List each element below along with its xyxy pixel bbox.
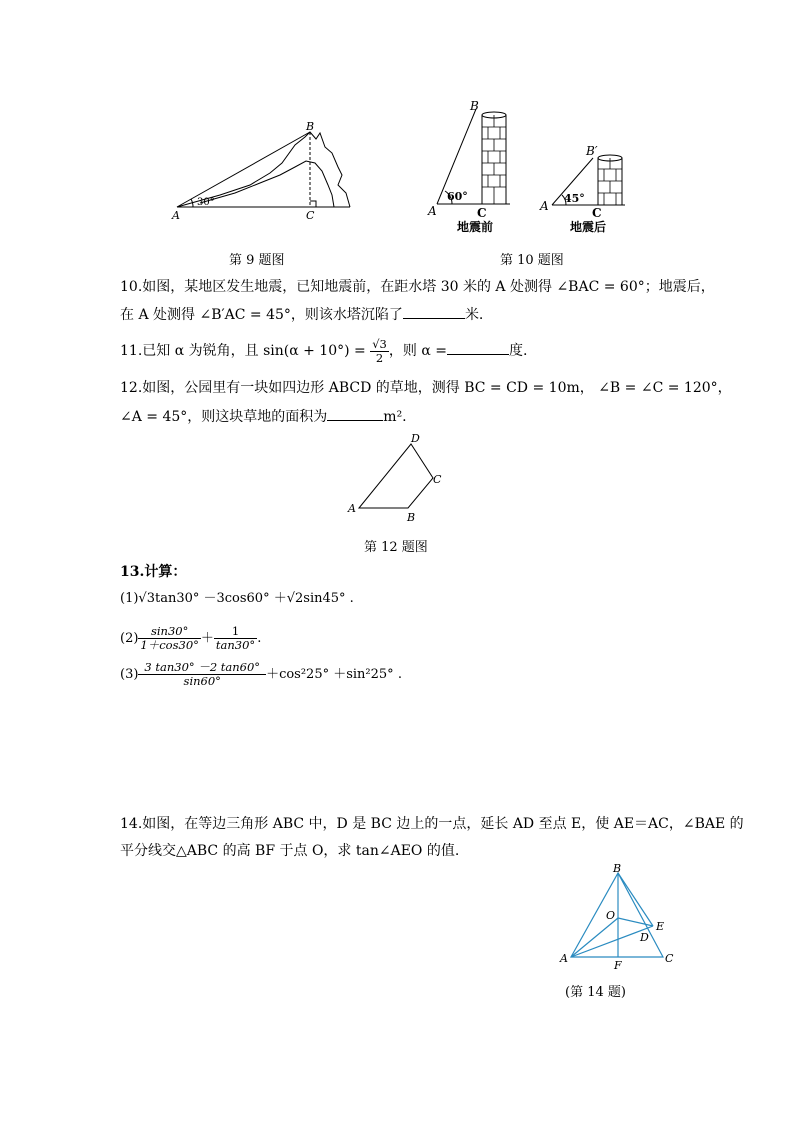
fig14-caption: (第 14 题) (565, 985, 626, 1000)
q11-line (120, 336, 527, 366)
figure-12 (340, 432, 450, 527)
fig10-label-b1: B (470, 99, 479, 113)
q13-p2-fraction2 (214, 625, 257, 652)
q13-part2 (120, 622, 261, 656)
fig14-label-f: F (614, 959, 622, 970)
q13-title: 13.计算： (120, 564, 187, 580)
fig9-label-a: A (172, 209, 180, 222)
figure-10 (420, 95, 650, 240)
fig14-label-b: B (613, 862, 622, 875)
q13-p2-label: (2) (120, 631, 139, 646)
fig10-label-c1: C (477, 206, 487, 220)
q13-p3-rest: ＋cos²25° ＋sin²25° . (266, 667, 402, 682)
fig12-label-c: C (433, 473, 442, 486)
q13-part3 (120, 658, 402, 692)
q14-line2: 平分线交△ABC 的高 BF 于点 O，求 tan∠AEO 的值. (120, 843, 460, 859)
fig10-label-c2: C (592, 206, 602, 220)
fig12-caption: 第 12 题图 (364, 540, 428, 555)
q13-p3-label: (3) (120, 667, 139, 682)
figure-14 (555, 860, 685, 970)
q13-p2-fraction1 (138, 625, 200, 652)
fig9-right-angle (310, 201, 316, 207)
q12-line2 (120, 406, 407, 426)
fig10-label-a2: A (540, 199, 549, 213)
q11-pre: 11.已知 α 为锐角，且 sin(α + 10°) = (120, 343, 366, 359)
q11-post: 度. (508, 343, 528, 359)
fig9-label-angle: 30° (197, 197, 215, 208)
q13-p3-f-num: 3 tan30° －2 tan60° (138, 661, 266, 675)
q11-fraction (370, 338, 389, 365)
q14-line1: 14.如图，在等边三角形 ABC 中，D 是 BC 边上的一点，延长 AD 至点 E，使 AE＝AC，∠BAE 的 (120, 816, 744, 832)
fig10-label-b2: B′ (586, 144, 598, 158)
fig14-line-ao (571, 918, 618, 957)
fig14-label-a: A (560, 952, 568, 965)
fig9-caption: 第 9 题图 (229, 253, 285, 268)
fig10-label-before: 地震前 (457, 220, 494, 234)
q13-p2-f1-num: sin30° (138, 625, 200, 639)
fig9-label-b: B (306, 120, 315, 133)
q11-answer-blank[interactable] (447, 340, 509, 355)
q13-p3-f-den: sin60° (183, 674, 221, 688)
q10-answer-blank[interactable] (403, 304, 465, 319)
q10-line1: 10.如图，某地区发生地震，已知地震前，在距水塔 30 米的 A 处测得 ∠BAC = 60°；地震后， (120, 279, 715, 295)
fig14-line-be (618, 873, 653, 926)
fig14-label-d: D (640, 931, 649, 944)
figure-9 (160, 115, 370, 225)
q13-p2-end: . (257, 631, 262, 646)
q11-mid: ，则 α = (388, 343, 447, 359)
q12-line1: 12.如图，公园里有一块如四边形 ABCD 的草地，测得 BC = CD = 10m， ∠B = ∠C = 120°， (120, 380, 732, 396)
q13-p2-plus: ＋ (200, 631, 214, 646)
fig14-triangle-abc (571, 873, 663, 957)
q13-p2-f2-num: 1 (214, 625, 257, 639)
fig10-label-angle2: 45° (564, 192, 585, 205)
q12-line2-post: m². (383, 409, 407, 425)
q10-line2 (120, 304, 483, 324)
fig9-label-c: C (306, 209, 315, 222)
fig14-label-c: C (665, 952, 674, 965)
fig10-label-angle1: 60° (447, 190, 468, 203)
fig10-label-after: 地震后 (570, 220, 607, 234)
q12-answer-blank[interactable] (327, 406, 383, 421)
fig14-line-oe (618, 918, 653, 926)
fig14-label-o: O (606, 909, 616, 922)
q11-frac-num: √3 (372, 336, 387, 351)
fig10-label-a1: A (428, 204, 437, 218)
fig14-label-e: E (656, 920, 665, 933)
q10-line2-pre: 在 A 处测得 ∠B′AC = 45°，则该水塔沉陷了 (120, 307, 403, 323)
fig10-caption: 第 10 题图 (500, 253, 564, 268)
fig9-mountain (177, 132, 350, 207)
q13-p2-f2-den: tan30° (215, 638, 256, 652)
fig12-label-a: A (348, 502, 356, 515)
q13-p2-f1-den: 1＋cos30° (140, 638, 199, 652)
q13-part1: (1)√3tan30° －3cos60° ＋√2sin45° . (120, 591, 354, 606)
fig12-label-b: B (407, 511, 416, 524)
fig9-mountain-inner (200, 161, 334, 207)
fig12-label-d: D (411, 432, 420, 445)
q13-p3-fraction (138, 661, 266, 688)
q12-line2-pre: ∠A = 45°，则这块草地的面积为 (120, 409, 328, 425)
q11-frac-den: 2 (375, 350, 384, 365)
q10-line2-post: 米. (464, 307, 484, 323)
fig12-quadrilateral (359, 444, 433, 508)
